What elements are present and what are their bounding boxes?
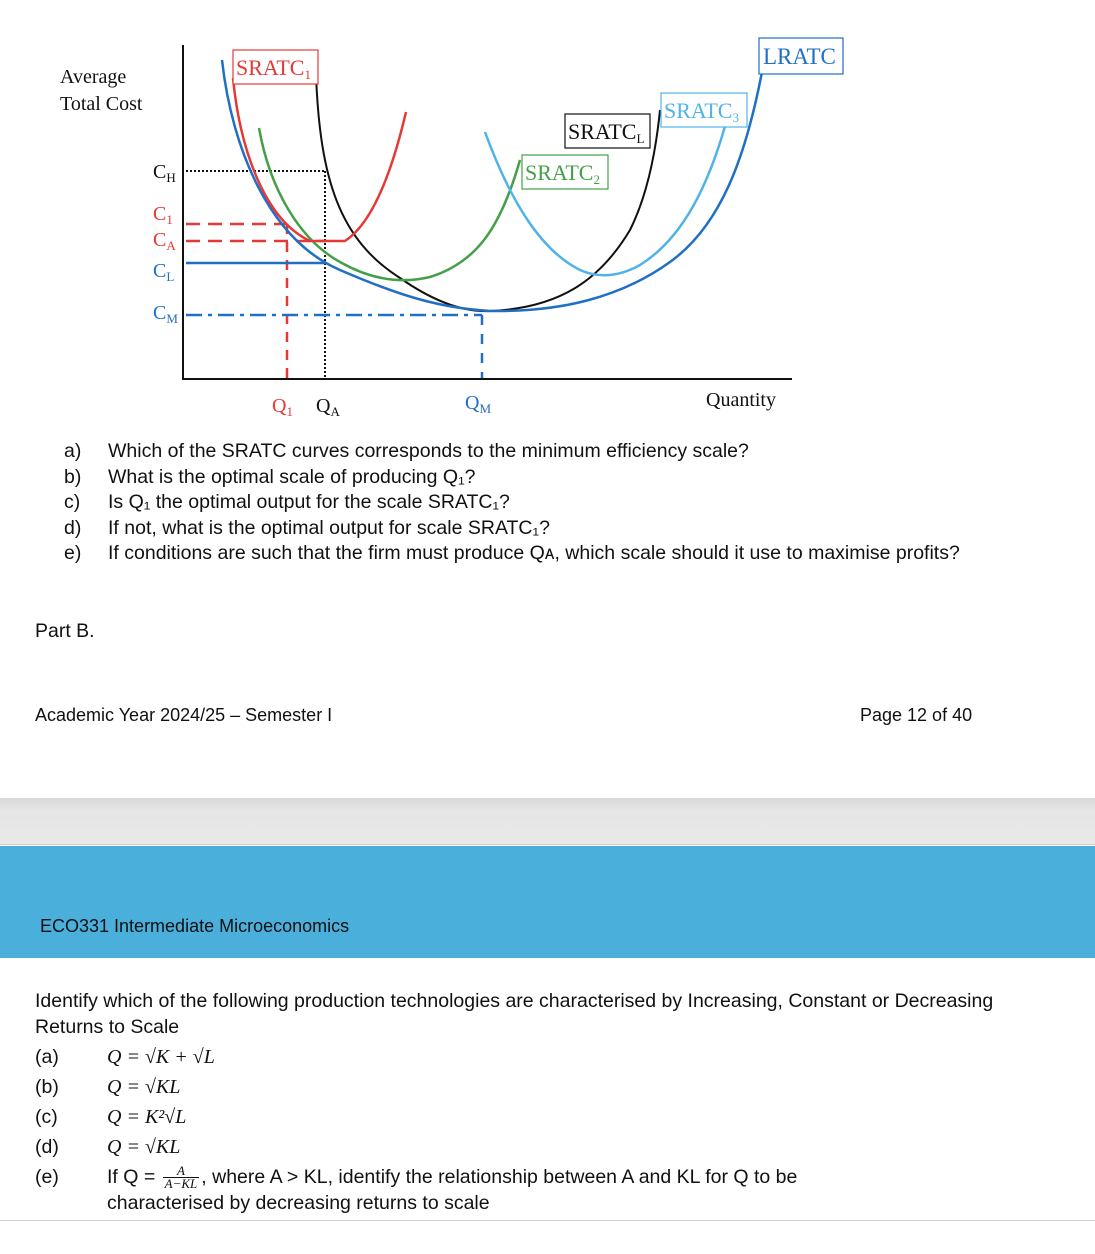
technology-item-b xyxy=(35,1072,797,1102)
cost-label-cm: $C_M$ xyxy=(153,302,178,326)
document-page-13 xyxy=(0,958,1095,1254)
question-label: c) xyxy=(64,491,81,513)
fraction-numerator: A xyxy=(163,1165,200,1178)
quantity-label-qm: $Q_M$ xyxy=(465,392,492,416)
item-label: (e) xyxy=(35,1166,59,1188)
item-label: (b) xyxy=(35,1075,59,1098)
item-formula: Q = √K + √L xyxy=(107,1045,215,1068)
item-e-fraction xyxy=(163,1165,200,1190)
curve-sratc-1 xyxy=(233,78,406,241)
label-sratc2: SRATC2 xyxy=(525,160,600,187)
label-sratc3: SRATC3 xyxy=(664,98,739,125)
cost-label-cl: $C_L$ xyxy=(153,260,175,284)
y-axis-label-line2: Total Cost xyxy=(60,93,143,115)
item-formula: Q = √KL xyxy=(107,1135,181,1158)
question-text: Is Q₁ the optimal output for the scale SRATC₁? xyxy=(108,491,510,513)
item-label: (d) xyxy=(35,1135,59,1158)
footer-academic-year: Academic Year 2024/25 – Semester I xyxy=(35,705,333,725)
technology-item-a xyxy=(35,1042,797,1072)
item-e-body xyxy=(107,1164,797,1216)
question-text: What is the optimal scale of producing Q₁? xyxy=(108,465,476,488)
item-label: (c) xyxy=(35,1105,58,1128)
question-a xyxy=(64,439,1034,465)
label-sratc1: SRATC1 xyxy=(236,55,311,82)
question-label: b) xyxy=(64,465,82,488)
page-gap xyxy=(0,798,1095,845)
quantity-label-qa: $Q_A$ xyxy=(316,395,340,419)
question-label: e) xyxy=(64,542,82,564)
page-header-banner xyxy=(0,846,1095,958)
item-e-prefix: If Q = xyxy=(107,1166,156,1188)
question-label: a) xyxy=(64,440,82,462)
curve-sratc-2 xyxy=(259,128,520,280)
question-text: If not, what is the optimal output for scale SRATC₁? xyxy=(108,516,550,539)
cost-label-ch: $C_H$ xyxy=(153,161,176,185)
cost-label-ca: $C_A$ xyxy=(153,229,176,253)
bottom-divider xyxy=(0,1220,1095,1221)
item-e-condition: , where A > KL, identify the relationship between A and KL for Q to be xyxy=(201,1166,798,1188)
technology-item-e xyxy=(35,1164,797,1216)
question-text: Which of the SRATC curves corresponds to the minimum efficiency scale? xyxy=(108,440,749,462)
question-b xyxy=(64,465,1034,491)
question-d xyxy=(64,516,1034,542)
technology-item-c xyxy=(35,1102,797,1132)
question-label: d) xyxy=(64,516,82,539)
item-formula: Q = K²√L xyxy=(107,1105,187,1128)
item-formula: Q = √KL xyxy=(107,1075,181,1098)
footer-page-number: Page 12 of 40 xyxy=(860,705,973,725)
quantity-label-q1: $Q_1$ xyxy=(272,395,293,419)
y-axis-label-line1: Average xyxy=(60,66,127,88)
question-text: If conditions are such that the firm must produce Qᴀ, which scale should it use to maximise profits? xyxy=(108,542,960,564)
item-label: (a) xyxy=(35,1045,59,1068)
returns-to-scale-question: Identify which of the following production technologies are characterised by Increasing, Constant or Decreasing Returns to Scale xyxy=(35,990,994,1038)
cost-curves-graph xyxy=(0,0,1095,430)
technology-item-d xyxy=(35,1132,797,1162)
label-sratcl: SRATCL xyxy=(568,119,645,146)
x-axis-label: Quantity xyxy=(706,389,776,411)
fraction-denominator: A−KL xyxy=(164,1176,198,1192)
question-c xyxy=(64,490,1034,516)
question-e xyxy=(64,541,1034,567)
course-title: ECO331 Intermediate Microeconomics xyxy=(40,916,350,936)
cost-label-c1: $C_1$ xyxy=(153,203,173,227)
production-technology-list xyxy=(35,1042,797,1216)
label-lratc: LRATC xyxy=(763,44,836,69)
item-e-line2: characterised by decreasing returns to scale xyxy=(107,1192,490,1215)
question-list xyxy=(64,439,1034,567)
part-b-heading: Part B. xyxy=(35,620,95,642)
